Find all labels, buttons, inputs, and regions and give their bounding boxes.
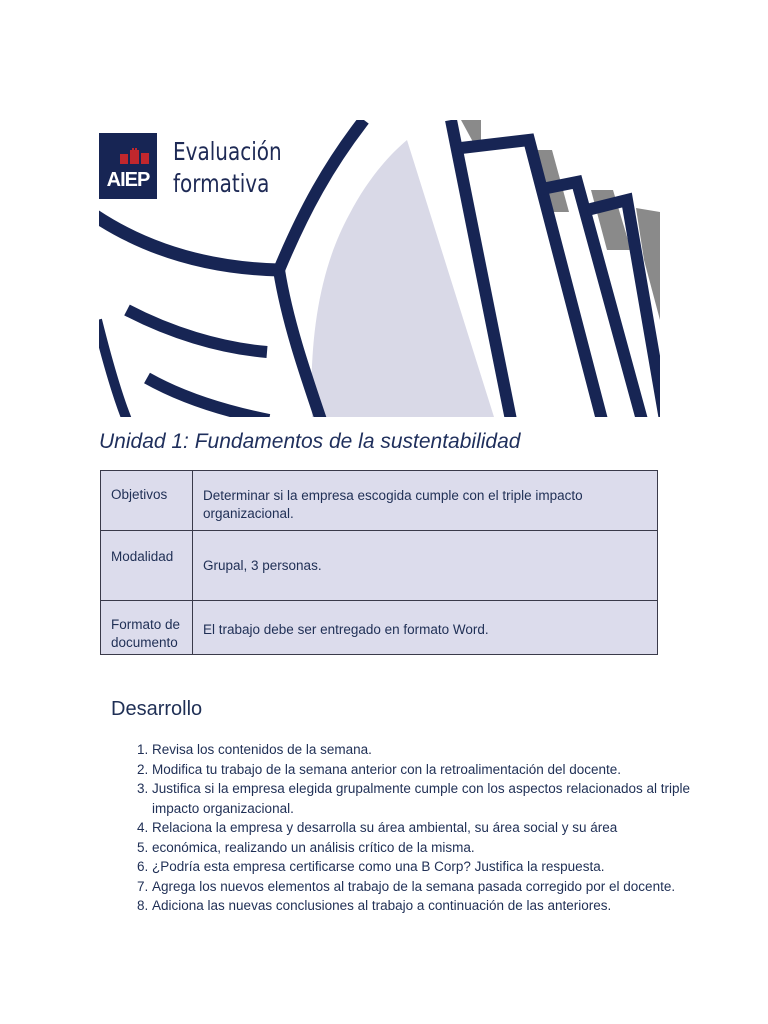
- unit-heading: Unidad 1: Fundamentos de la sustentabilidad: [99, 430, 521, 453]
- table-row-modalidad: [101, 531, 658, 601]
- aiep-logo: [99, 133, 157, 199]
- logo-buildings-icon: [120, 148, 154, 164]
- row-value: Grupal, 3 personas.: [193, 531, 658, 601]
- row-label: Objetivos: [101, 471, 193, 531]
- banner-title-line1: Evaluación: [173, 137, 282, 166]
- row-value: El trabajo debe ser entregado en formato Word.: [193, 601, 658, 655]
- list-item: 5. económica, realizando un análisis crítico de la misma.: [152, 838, 712, 858]
- info-table: [100, 470, 658, 655]
- section-title: Desarrollo: [111, 698, 203, 720]
- banner-title-line2: formativa: [173, 169, 270, 198]
- list-item: 1. Revisa los contenidos de la semana.: [152, 740, 712, 760]
- list-item: 2. Modifica tu trabajo de la semana anterior con la retroalimentación del docente.: [152, 760, 712, 780]
- steps-list: [132, 740, 712, 916]
- logo-text: AIEP: [106, 169, 150, 191]
- row-label: Modalidad: [101, 531, 193, 601]
- list-item: 7. Agrega los nuevos elementos al trabajo de la semana pasada corregido por el docente.: [152, 877, 712, 897]
- row-label: Formato de documento: [101, 601, 193, 655]
- list-item: 8. Adiciona las nuevas conclusiones al trabajo a continuación de las anteriores.: [152, 896, 712, 916]
- list-item: 4. Relaciona la empresa y desarrolla su área ambiental, su área social y su área: [152, 818, 712, 838]
- header-banner: [99, 120, 660, 417]
- row-value: Determinar si la empresa escogida cumple con el triple impacto organizacional.: [193, 471, 658, 531]
- list-item: 3. Justifica si la empresa elegida grupalmente cumple con los aspectos relacionados al triple impacto organizacional.: [152, 779, 712, 818]
- table-row-objetivos: [101, 471, 658, 531]
- list-item: 6. ¿Podría esta empresa certificarse como una B Corp? Justifica la respuesta.: [152, 857, 712, 877]
- table-row-formato: [101, 601, 658, 655]
- banner-title: [173, 136, 282, 200]
